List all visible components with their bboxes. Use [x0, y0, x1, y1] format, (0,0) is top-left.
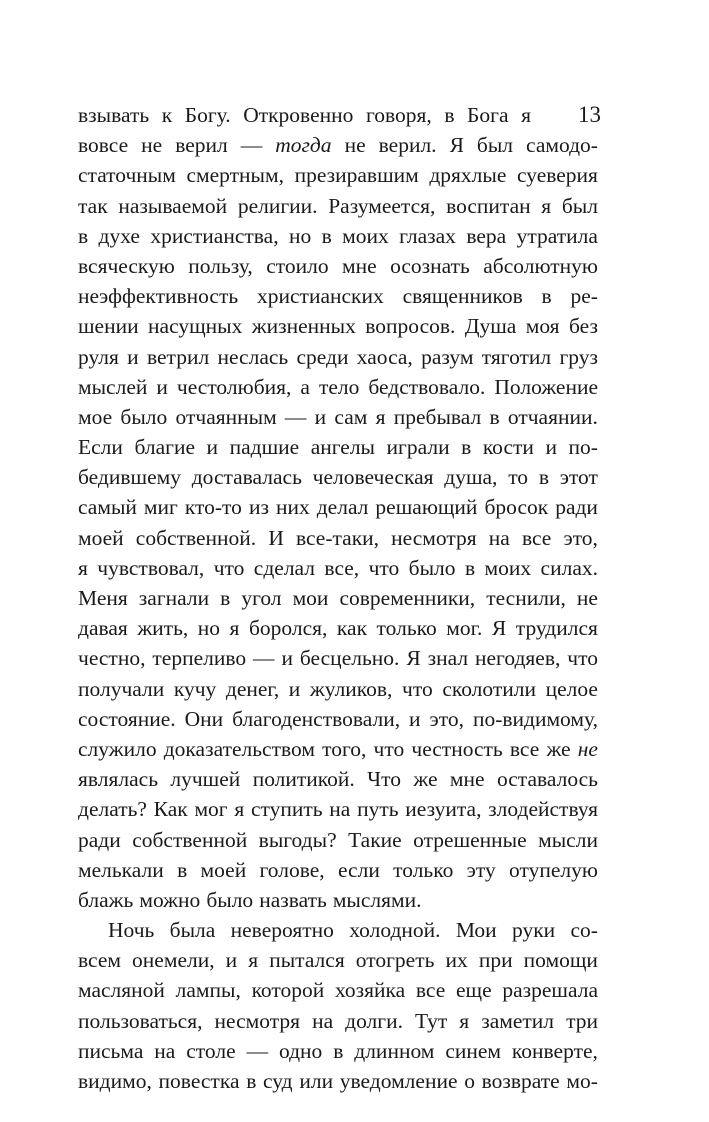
word: мысли	[538, 827, 598, 852]
word: мне	[342, 253, 377, 278]
text-line	[78, 704, 598, 734]
word: их	[445, 948, 468, 973]
text-line	[78, 613, 598, 643]
text-line	[78, 885, 598, 915]
word: чувствовал,	[97, 555, 205, 580]
word: шении	[78, 314, 139, 339]
word: них	[275, 495, 310, 520]
word: ветрил	[146, 344, 210, 369]
word: всем	[78, 948, 121, 973]
word: доставалась	[191, 465, 302, 490]
text-line	[78, 583, 598, 613]
text-line	[78, 523, 598, 553]
word: дряхлые	[429, 163, 507, 188]
word: презиравшим	[294, 163, 419, 188]
word: бесцельно.	[299, 646, 400, 671]
word: же	[546, 736, 571, 761]
word: столе	[186, 1038, 236, 1063]
word: загнали	[138, 586, 210, 610]
word: суд	[263, 1069, 293, 1093]
word: длинном	[354, 1038, 435, 1063]
word: отчаянии.	[507, 404, 598, 429]
word: в	[220, 586, 231, 610]
word: и	[314, 404, 327, 429]
word: я	[78, 555, 88, 580]
word: пытался	[269, 948, 345, 973]
text-line	[78, 251, 598, 281]
word: в	[489, 404, 500, 429]
word: мои	[292, 586, 329, 610]
word: терпеливо	[152, 646, 247, 671]
word: к	[161, 103, 173, 127]
word: Ночь	[108, 918, 155, 943]
text-line	[78, 100, 531, 130]
word: денег,	[225, 676, 280, 701]
word: этот	[559, 465, 598, 490]
word: мыслями.	[332, 887, 422, 912]
word: —	[240, 133, 263, 158]
word: назвать	[259, 887, 327, 912]
word: собственной	[132, 827, 248, 852]
word: неэффективность	[78, 284, 239, 309]
word: возврате	[481, 1069, 560, 1093]
word: честно,	[78, 646, 146, 671]
word: давая	[78, 616, 128, 641]
word: сколотили	[442, 676, 537, 701]
word: мог	[194, 797, 228, 822]
word: не	[141, 133, 163, 158]
word: выгоды?	[258, 827, 337, 852]
text-line	[78, 160, 598, 190]
word: глазах	[399, 223, 456, 248]
word: а	[300, 374, 310, 399]
text-line	[78, 130, 598, 160]
word: статочным	[78, 163, 176, 188]
word: религии.	[237, 193, 318, 218]
word: в	[177, 857, 188, 882]
word: политикой.	[252, 767, 355, 792]
word: самодо-	[526, 133, 598, 158]
word: хозяйка	[334, 978, 406, 1003]
word: помощи	[523, 948, 598, 973]
word: был	[476, 133, 514, 158]
word: как	[336, 616, 368, 641]
word: Разумеется,	[328, 193, 436, 218]
text-line	[78, 734, 598, 764]
word: отчаянным	[175, 404, 277, 429]
word: миг	[143, 495, 178, 520]
word: можно	[139, 887, 201, 912]
word: теснили,	[486, 586, 566, 610]
word: благие	[134, 435, 195, 460]
word: на	[154, 1038, 176, 1063]
word: Тут	[415, 1008, 448, 1033]
word: конверте,	[511, 1038, 598, 1063]
word: взывать	[78, 103, 150, 127]
text-line	[78, 1006, 598, 1036]
word: на	[488, 525, 510, 550]
word: разум	[421, 344, 474, 369]
word: что	[373, 736, 405, 761]
page-number: 13	[578, 102, 601, 127]
word: разрешала	[502, 978, 598, 1003]
word: руля	[78, 344, 119, 369]
word: в	[464, 555, 476, 580]
word: являлась	[78, 767, 158, 792]
word: ступить	[250, 797, 323, 822]
word: стоило	[266, 253, 329, 278]
word: уведомление	[339, 1069, 458, 1093]
word: сделал	[253, 555, 316, 580]
word: или	[299, 1069, 334, 1093]
word: Такие	[348, 827, 402, 852]
word: заметил	[481, 1008, 555, 1033]
word: все	[521, 525, 552, 550]
word: я	[234, 797, 245, 822]
word: злодействуя	[488, 797, 598, 822]
word: руки	[512, 918, 556, 943]
text-line	[78, 764, 598, 794]
word: в	[333, 1038, 344, 1063]
word: на	[312, 1008, 334, 1033]
word: голове,	[259, 857, 325, 882]
word: все,	[324, 555, 360, 580]
word: трудился	[515, 616, 598, 641]
word: из	[248, 495, 269, 520]
word: всяческую	[78, 253, 175, 278]
word: хаоса,	[356, 344, 413, 369]
text-line	[78, 855, 598, 885]
word: играли	[386, 435, 450, 460]
word: я	[521, 103, 531, 127]
word: насущных	[148, 314, 243, 339]
word: и	[545, 435, 557, 460]
word: была	[169, 918, 216, 943]
word: на	[329, 797, 351, 822]
word: жизненных	[251, 314, 356, 339]
word: в	[246, 1069, 257, 1093]
word: ангелы	[310, 435, 376, 460]
word: пребывал	[393, 404, 482, 429]
word: состояние.	[78, 706, 176, 731]
word: это,	[563, 525, 598, 550]
word: не	[344, 133, 366, 158]
word: Бога	[467, 103, 509, 127]
word: только	[376, 616, 437, 641]
word: честолюбия,	[176, 374, 292, 399]
word: и	[127, 344, 139, 369]
word: долги.	[345, 1008, 403, 1033]
word: по-	[568, 435, 598, 460]
word: падшие	[229, 435, 300, 460]
word: и	[288, 676, 301, 701]
word: среди	[296, 344, 349, 369]
word: христианских	[257, 284, 384, 309]
text-line	[78, 462, 598, 492]
word: все-таки,	[295, 525, 380, 550]
word: в	[78, 223, 89, 248]
word: человеческая	[312, 465, 434, 490]
word: онемели,	[132, 948, 215, 973]
word: блажь	[78, 887, 134, 912]
word: кучу	[173, 676, 217, 701]
word: масляной	[78, 978, 165, 1003]
text-line	[78, 402, 598, 432]
word: три	[566, 1008, 598, 1033]
word: сам	[334, 404, 368, 429]
word: в	[461, 435, 472, 460]
word: Богу.	[184, 103, 231, 127]
word: Я	[491, 616, 507, 641]
word: синем	[445, 1038, 502, 1063]
word: тяготил	[481, 344, 552, 369]
word: моих	[342, 223, 389, 248]
word: я	[459, 1008, 470, 1033]
word: доказательством	[163, 736, 315, 761]
word: ре-	[570, 284, 598, 309]
text-line	[78, 553, 598, 583]
word: лучшей	[170, 767, 241, 792]
word: Они	[184, 706, 224, 731]
word: собственной.	[135, 525, 257, 550]
word: тело	[318, 374, 360, 399]
word: —	[284, 404, 307, 429]
word: делать?	[78, 797, 147, 822]
word: было	[408, 555, 456, 580]
word: знал	[427, 646, 469, 671]
word: христианства,	[150, 223, 279, 248]
word: мое	[78, 404, 113, 429]
word: Мои	[455, 918, 497, 943]
word: я	[229, 616, 240, 641]
word: душа,	[444, 465, 498, 490]
word: отрешенные	[413, 827, 527, 852]
word: боролся,	[248, 616, 328, 641]
word: решающий	[375, 495, 478, 520]
word: груз	[559, 344, 598, 369]
word: мне	[449, 767, 485, 792]
word: —	[253, 646, 275, 671]
word: еще	[455, 978, 492, 1003]
word: повестка	[158, 1069, 240, 1093]
text-line	[78, 432, 598, 462]
word: отогреть	[355, 948, 435, 973]
word: видимо,	[78, 1069, 152, 1093]
word: невероятно	[230, 918, 334, 943]
text-line	[78, 945, 598, 975]
word: то	[508, 465, 529, 490]
word: тогда	[275, 133, 332, 158]
word: лампы,	[175, 978, 241, 1003]
text-line	[78, 342, 598, 372]
word: со-	[570, 918, 598, 943]
word: было	[206, 887, 254, 912]
word: суеверия	[516, 163, 598, 188]
word: И	[268, 525, 284, 550]
word: делал	[316, 495, 369, 520]
text-line	[78, 191, 598, 221]
word: негодяев,	[474, 646, 561, 671]
text-line	[78, 825, 598, 855]
word: Положение	[494, 374, 598, 399]
word: если	[337, 857, 380, 882]
word: благоденствовали,	[232, 706, 401, 731]
text-line	[78, 975, 598, 1005]
word: при	[478, 948, 513, 973]
word: называемой	[118, 193, 228, 218]
word: это,	[429, 706, 464, 731]
word: Я	[449, 133, 464, 158]
word: я	[248, 948, 259, 973]
word: самый	[78, 495, 137, 520]
word: в	[321, 223, 332, 248]
word: абсолютную	[483, 253, 598, 278]
word: бросок	[484, 495, 549, 520]
word: эту	[466, 857, 496, 882]
word: жить,	[137, 616, 189, 641]
word: силах.	[540, 555, 598, 580]
word: современники,	[339, 586, 476, 610]
word: было	[120, 404, 168, 429]
word: жуликов,	[309, 676, 393, 701]
word: получали	[78, 676, 165, 701]
text-line	[78, 674, 598, 704]
word: воспитан	[446, 193, 531, 218]
word: служило	[78, 736, 157, 761]
word: но	[197, 616, 221, 641]
word: одно	[278, 1038, 323, 1063]
word: целое	[545, 676, 598, 701]
word: Что	[367, 767, 402, 792]
word: говоря,	[365, 103, 432, 127]
text-line	[78, 915, 598, 945]
word: оставалось	[496, 767, 598, 792]
word: но	[288, 223, 312, 248]
word: и	[409, 706, 421, 731]
text-line	[78, 1066, 598, 1096]
word: духе	[98, 223, 140, 248]
word: осознать	[390, 253, 470, 278]
word: путь	[357, 797, 399, 822]
word: в	[541, 284, 552, 309]
word: несмотря	[391, 525, 477, 550]
word: что	[567, 646, 598, 671]
word: что	[368, 555, 400, 580]
word: утратила	[516, 223, 598, 248]
word: я	[375, 404, 386, 429]
word: ради	[555, 495, 598, 520]
word: Я	[406, 646, 421, 671]
word: в	[538, 465, 549, 490]
word: иезуита,	[405, 797, 482, 822]
word: холодной.	[349, 918, 441, 943]
text-line	[78, 1036, 598, 1066]
word: мо-	[566, 1069, 598, 1093]
word: без	[568, 314, 598, 339]
word: Душа	[464, 314, 517, 339]
word: честность	[411, 736, 503, 761]
word: Меня	[78, 586, 128, 610]
word: мыслей	[78, 374, 148, 399]
word: вопросов.	[365, 314, 456, 339]
word: несмотря	[214, 1008, 301, 1033]
word: так	[78, 193, 108, 218]
word: кости	[482, 435, 534, 460]
word: и	[225, 948, 238, 973]
word: ради	[78, 827, 121, 852]
word: не	[576, 586, 598, 610]
word: что	[402, 676, 433, 701]
word: священников	[402, 284, 523, 309]
word: Если	[78, 435, 123, 460]
word: верил	[175, 133, 228, 158]
text-line	[78, 643, 598, 673]
word: и	[156, 374, 168, 399]
text-line	[78, 794, 598, 824]
word: пользу,	[188, 253, 253, 278]
word: отупелую	[509, 857, 598, 882]
word: был	[561, 193, 598, 218]
text-line	[78, 281, 598, 311]
body-text	[78, 100, 598, 1096]
word: только	[393, 857, 454, 882]
word: неслась	[217, 344, 289, 369]
word: мелькали	[78, 857, 164, 882]
text-line	[78, 372, 598, 402]
word: бедившему	[78, 465, 181, 490]
word: и	[206, 435, 219, 460]
word: кто-то	[184, 495, 242, 520]
word: и	[281, 646, 293, 671]
word: не	[577, 736, 598, 761]
text-line	[78, 221, 598, 251]
word: моей	[78, 525, 124, 550]
word: пользоваться,	[78, 1008, 203, 1033]
word: вовсе	[78, 133, 129, 158]
text-line	[78, 311, 598, 341]
word: угол	[241, 586, 282, 610]
word: Как	[153, 797, 188, 822]
word: того,	[322, 736, 367, 761]
word: что	[213, 555, 245, 580]
word: которой	[251, 978, 325, 1003]
word: письма	[78, 1038, 144, 1063]
word: я	[541, 193, 552, 218]
word: —	[246, 1038, 269, 1063]
word: бедствовало.	[368, 374, 486, 399]
text-line	[78, 492, 598, 522]
word: мог.	[446, 616, 483, 641]
word: по-видимому,	[472, 706, 598, 731]
word: все	[415, 978, 446, 1003]
word: все	[509, 736, 540, 761]
word: моей	[200, 857, 247, 882]
word: верил.	[378, 133, 437, 158]
word: же	[413, 767, 438, 792]
word: моя	[525, 314, 560, 339]
word: Откровенно	[243, 103, 354, 127]
word: в	[444, 103, 455, 127]
word: вера	[466, 223, 507, 248]
word: о	[464, 1069, 475, 1093]
word: моих	[484, 555, 532, 580]
word: смертным,	[186, 163, 284, 188]
